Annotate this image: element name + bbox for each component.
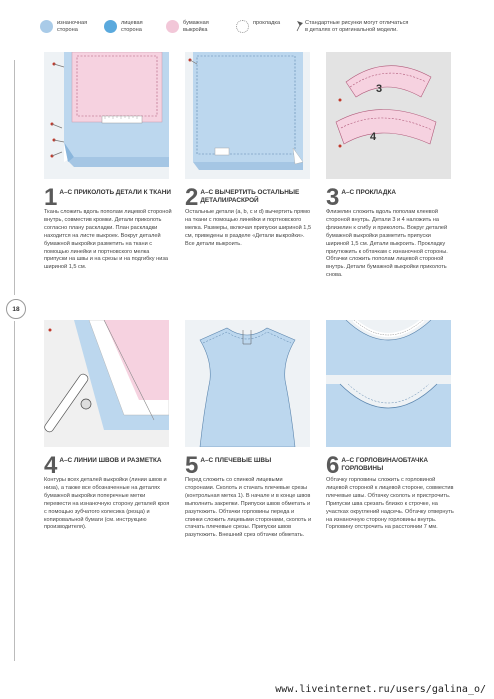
figure-step-3	[326, 52, 451, 179]
step-title: А–С ГОРЛОВИНА/ОБТАЧКА ГОРЛОВИНЫ	[341, 457, 428, 472]
page-number: 18	[6, 299, 26, 319]
step-number: 5	[185, 452, 199, 479]
legend-note	[295, 20, 408, 34]
legend-label: лицевая сторона	[121, 20, 143, 33]
legend-item-paper-pattern	[166, 20, 209, 34]
piece-3-label: 3	[376, 83, 383, 95]
watermark[interactable]: www.liveinternet.ru/users/galina_o/	[275, 684, 486, 695]
legend	[40, 14, 470, 42]
step-body: Флизелин сложить вдоль пополам клеевой стороной внутрь. Детали 3 и 4 наложить на флизелин к сгибу и приколоть. Вокруг деталей бумажной выкройки разметить припуски шириной 1,5 см. Детали выкроить. Прокладку приутюжить к обтачкам с изнаночной стороны. Обтачки сложить пополам лицевой стороной внутрь. Детали бумажной выкройки приколоть снова.	[326, 209, 448, 279]
figure-step-4	[44, 320, 169, 447]
step-title: А–С ПРИКОЛОТЬ ДЕТАЛИ К ТКАНИ	[59, 189, 171, 196]
step-title: А–С ПРОКЛАДКА	[341, 189, 396, 196]
step-title: А–С ПЛЕЧЕВЫЕ ШВЫ	[200, 457, 272, 464]
step-number: 1	[44, 184, 58, 211]
legend-item-wrong-side	[40, 20, 87, 34]
legend-label: прокладка	[253, 20, 281, 26]
step-body: Перед сложить со спинкой лицевыми сторонами. Сколоть и стачать плечевые срезы (контрольная метка 1). В начале и в конце швов выполнить закрепки. Припуски швов обметать и разутюжить. Обтачки горловины переда и спинки сложить лицевыми сторонами, сколоть и стачать плечевые срезы. Припуски швов разутюжить. Внешний срез обтачки обметать.	[185, 477, 312, 539]
step-1	[44, 184, 172, 272]
figure-step-5	[185, 320, 310, 447]
pin-icon	[295, 20, 305, 32]
step-number: 4	[44, 452, 58, 479]
step-number: 2	[185, 184, 199, 211]
legend-item-interfacing	[236, 20, 280, 33]
step-body: Ткань сложить вдоль пополам лицевой стороной внутрь, совместив кромки. Детали приколоть согласно плану раскладки. План раскладки находится на листе выкроек. Вокруг деталей бумажной выкройки разметить на ткани с помощью линейки и портновского мелка припуски на швы и на срезы и на подгибку низа шириной 1,5 см.	[44, 209, 172, 271]
legend-note-text: Стандартные рисунки могут отличаться в деталях от оригинальной модели.	[305, 20, 409, 33]
interfacing-swatch	[236, 20, 249, 33]
step-4	[44, 452, 172, 532]
figure-step-6	[326, 320, 451, 447]
right-side-swatch	[104, 20, 117, 33]
step-title: А–С ЛИНИИ ШВОВ И РАЗМЕТКА	[59, 457, 162, 464]
paper-pattern-swatch	[166, 20, 179, 33]
legend-label: бумажная выкройка	[183, 20, 209, 33]
step-number: 6	[326, 452, 340, 479]
page-rule-top	[14, 60, 15, 295]
piece-4-label: 4	[370, 131, 377, 143]
page-rule-bottom	[14, 321, 15, 661]
step-body: Обтачку горловины сложить с горловиной лицевой стороной к лицевой стороне, совместив плечевые швы. Обтачку сколоть и пристрочить. Припуски шва срезать близко к строчке, на участках округлений надсечь. Обтачку отвернуть на изнаночную сторону горловины внутрь. Горловину отстрочить на расстоянии 7 мм.	[326, 477, 454, 531]
legend-item-right-side	[104, 20, 143, 34]
step-number: 3	[326, 184, 340, 211]
step-3	[326, 184, 454, 280]
wrong-side-swatch	[40, 20, 53, 33]
legend-label: изнаночная сторона	[57, 20, 88, 33]
step-body: Остальные детали (a, b, c и d) вычертить прямо на ткани с помощью линейки и портновского мелка. Размеры, включая припуски шириной 1,5 см, приведены в разделе «Детали выкройки». Все детали выкроить.	[185, 209, 312, 247]
step-2	[185, 184, 313, 249]
step-5	[185, 452, 313, 540]
step-body: Контуры всех деталей выкройки (линии швов и низа), а также все обозначенные на деталях бумажной выкройки поперечные метки перевести на изнаночную сторону деталей кроя с помощью зубчатого колесика (резца) и копировальной бумаги (см. инструкцию производителя).	[44, 477, 170, 531]
step-6	[326, 452, 454, 532]
step-title: А–С ВЫЧЕРТИТЬ ОСТАЛЬНЫЕ ДЕТАЛИ/РАСКРОЙ	[200, 189, 300, 204]
figure-step-1	[44, 52, 169, 179]
figure-step-2	[185, 52, 310, 179]
